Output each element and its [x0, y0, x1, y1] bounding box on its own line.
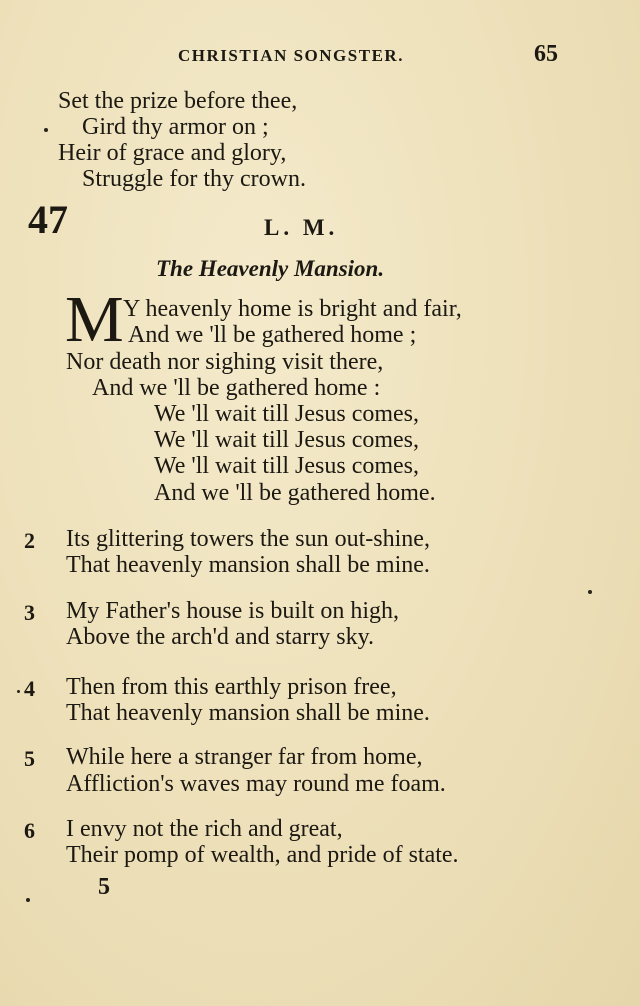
verse-number: 2	[24, 528, 35, 553]
ink-speck	[26, 898, 30, 902]
chorus-line: We 'll wait till Jesus comes,	[154, 453, 420, 479]
chorus-line: We 'll wait till Jesus comes,	[154, 427, 420, 453]
chorus-line: We 'll wait till Jesus comes,	[154, 401, 420, 427]
page-number: 65	[534, 41, 558, 67]
running-header-title: CHRISTIAN SONGSTER.	[178, 46, 404, 65]
verse-number: 3	[24, 600, 35, 625]
previous-hymn-line: Set the prize before thee,	[58, 88, 298, 114]
verse-line: Then from this earthly prison free,	[66, 674, 397, 700]
signature-mark: 5	[98, 874, 110, 900]
ink-speck	[17, 690, 20, 693]
verse-line: That heavenly mansion shall be mine.	[66, 552, 430, 578]
previous-hymn-line: Gird thy armor on ;	[82, 114, 269, 140]
verse-line: Their pomp of wealth, and pride of state.	[66, 842, 459, 868]
verse-number: 4	[24, 676, 35, 701]
verse-number: 5	[24, 746, 35, 771]
verse-line: I envy not the rich and great,	[66, 816, 343, 842]
verse-line: Y heavenly home is bright and fair,	[123, 296, 462, 322]
ink-speck	[588, 590, 592, 594]
hymn-title: The Heavenly Mansion.	[156, 256, 385, 281]
previous-hymn-line: Heir of grace and glory,	[58, 140, 287, 166]
verse-line: My Father's house is built on high,	[66, 598, 399, 624]
verse-line: And we 'll be gathered home :	[92, 375, 381, 401]
ink-speck	[44, 128, 48, 132]
verse-line: Affliction's waves may round me foam.	[66, 771, 446, 797]
chorus-line: And we 'll be gathered home.	[154, 480, 436, 506]
drop-cap-letter: M	[65, 283, 124, 356]
verse-line: While here a stranger far from home,	[66, 744, 423, 770]
hymn-number: 47	[28, 197, 68, 242]
verse-line: And we 'll be gathered home ;	[128, 322, 417, 348]
hymn-meter: L. M.	[264, 215, 339, 240]
verse-number: 6	[24, 818, 35, 843]
verse-line: That heavenly mansion shall be mine.	[66, 700, 430, 726]
verse-line: Above the arch'd and starry sky.	[66, 624, 375, 650]
verse-line: Nor death nor sighing visit there,	[66, 349, 384, 375]
previous-hymn-line: Struggle for thy crown.	[82, 166, 306, 192]
verse-line: Its glittering towers the sun out-shine,	[66, 526, 430, 552]
